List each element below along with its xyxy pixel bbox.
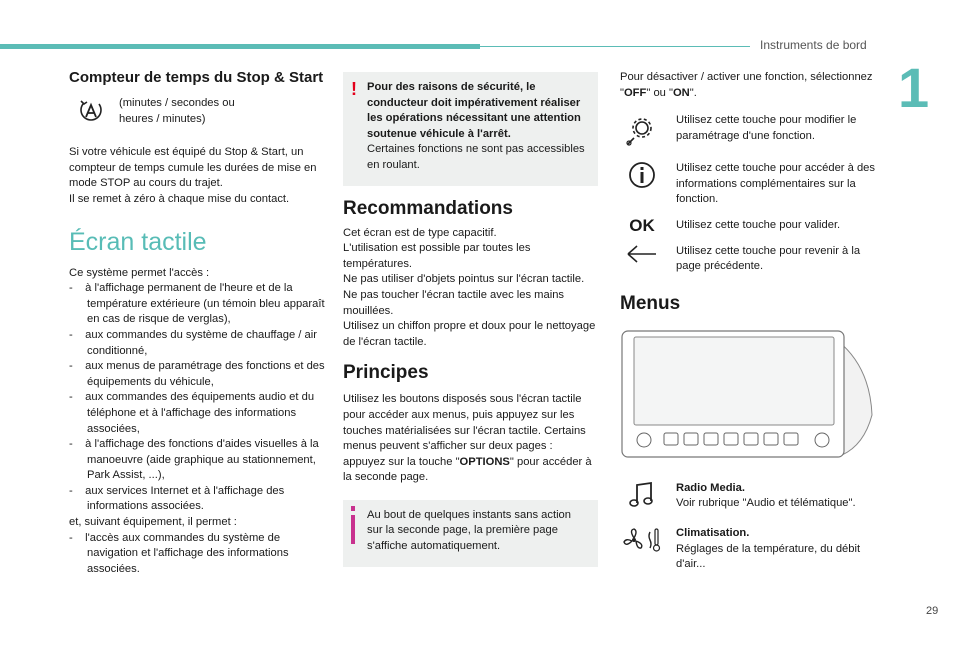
radio-media-desc: Voir rubrique "Audio et télématique". (676, 497, 856, 510)
info-key-row (620, 161, 878, 208)
stopstart-icon (69, 96, 113, 126)
warning-bold-text: Pour des raisons de sécurité, le conducteur doit impérativement réaliser les opérations nécessitant une attention soutenue véhicule à l'arrêt. (367, 81, 581, 140)
reco-line: Ne pas toucher l'écran tactile avec les mains mouillées. (343, 288, 565, 317)
touchscreen-bullet: - l'accès aux commandes du système de navigation et l'affichage des informations associées. (69, 531, 289, 575)
radio-media-title: Radio Media. (676, 481, 745, 494)
touchscreen-outro: et, suivant équipement, il permet : (69, 516, 237, 529)
climate-title: Climatisation. (676, 526, 750, 539)
ok-key-text: Utilisez cette touche pour valider. (676, 218, 841, 231)
ok-label: OK (629, 215, 655, 235)
onoff-intro: Pour désactiver / activer une fonction, sélectionnez "OFF" ou "ON". (620, 71, 873, 99)
radio-media-text (676, 481, 876, 512)
chapter-number: 1 (898, 56, 930, 119)
section-title: Instruments de bord (760, 38, 867, 52)
touchscreen-bullet: - aux commandes des équipements audio et du téléphone et à l'affichage des informations associées, (69, 391, 315, 435)
climate-row (620, 526, 878, 573)
stopstart-para1: Si votre véhicule est équipé du Stop & Start, un compteur de temps cumule les durées de mise en mode STOP au cours du trajet. (69, 146, 317, 190)
climate-text (676, 526, 876, 573)
climate-fan-icon (620, 526, 664, 554)
stopstart-para2: Il se remet à zéro à chaque mise du contact. (69, 192, 290, 205)
header-bar-thick (0, 44, 480, 49)
warning-text: Certaines fonctions ne sont pas accessibles en roulant. (367, 143, 585, 171)
reco-line: L'utilisation est possible par toutes les températures. (343, 242, 531, 270)
principles-title: Principes (343, 362, 429, 384)
touchscreen-bullet: - à l'affichage permanent de l'heure et de la température extérieure (un témoin bleu apparaît en cas de risque de verglas), (69, 282, 325, 326)
recommendations-title: Recommandations (343, 197, 513, 219)
touchscreen-bullet: - aux menus de paramétrage des fonctions et des équipements du véhicule, (69, 360, 325, 388)
ok-icon (620, 215, 664, 235)
reco-line: Utilisez un chiffon propre et doux pour le nettoyage de l'écran tactile. (343, 320, 596, 348)
settings-key-text: Utilisez cette touche pour modifier le paramétrage d'une fonction. (676, 114, 857, 142)
info-key-text: Utilisez cette touche pour accéder à des informations complémentaires sur la fonction. (676, 162, 875, 206)
info-box (343, 500, 598, 567)
reco-line: Cet écran est de type capacitif. (343, 226, 497, 239)
stopstart-caption: (minutes / secondes ou heures / minutes) (119, 97, 235, 125)
settings-key-row (620, 113, 878, 147)
column-middle (343, 72, 598, 567)
screen-illustration (620, 327, 878, 469)
touchscreen-bullet: - à l'affichage des fonctions d'aides visuelles à la manoeuvre (aide graphique au stationnement, Park Assist, ...), (69, 438, 319, 482)
info-circle-icon (620, 161, 664, 189)
back-key-text: Utilisez cette touche pour revenir à la page précédente. (676, 244, 861, 273)
music-note-icon (620, 481, 664, 509)
back-arrow-icon (620, 244, 664, 264)
column-left (69, 70, 325, 577)
touchscreen-bullet: - aux services Internet et à l'affichage des informations associées. (69, 484, 285, 513)
info-text: Au bout de quelques instants sans action sur la seconde page, la première page s'affiche automatiquement. (367, 508, 572, 553)
stopstart-icon-row (69, 96, 325, 127)
header-bar-thin (480, 46, 750, 47)
touchscreen-title: Écran tactile (69, 227, 207, 256)
back-key-row (620, 244, 878, 275)
safety-warning-box (343, 72, 598, 186)
touchscreen-bullet: - aux commandes du système de chauffage / air conditionné, (69, 328, 317, 357)
touchscreen-intro: Ce système permet l'accès : (69, 266, 210, 279)
page-number: 29 (926, 605, 939, 617)
climate-desc: Réglages de la température, du débit d'air... (676, 542, 861, 571)
menus-title: Menus (620, 292, 681, 314)
settings-gear-icon (620, 113, 664, 147)
warning-icon: ! (351, 79, 357, 99)
radio-media-row (620, 481, 878, 512)
info-icon (351, 506, 355, 544)
column-right (620, 70, 878, 573)
reco-line: Ne pas utiliser d'objets pointus sur l'écran tactile. (343, 273, 585, 286)
stopstart-title: Compteur de temps du Stop & Start (69, 69, 324, 86)
principles-text: Utilisez les boutons disposés sous l'écran tactile pour accéder aux menus, puis appuyez sur les touches matérialisées sur l'écran tactile. Certains menus peuvent s'afficher sur deux pages : appuyez sur la touche "OPTIONS" pour accéder à la seconde page. (343, 393, 592, 484)
ok-key-row (620, 215, 878, 235)
recommendations-text (343, 226, 598, 351)
